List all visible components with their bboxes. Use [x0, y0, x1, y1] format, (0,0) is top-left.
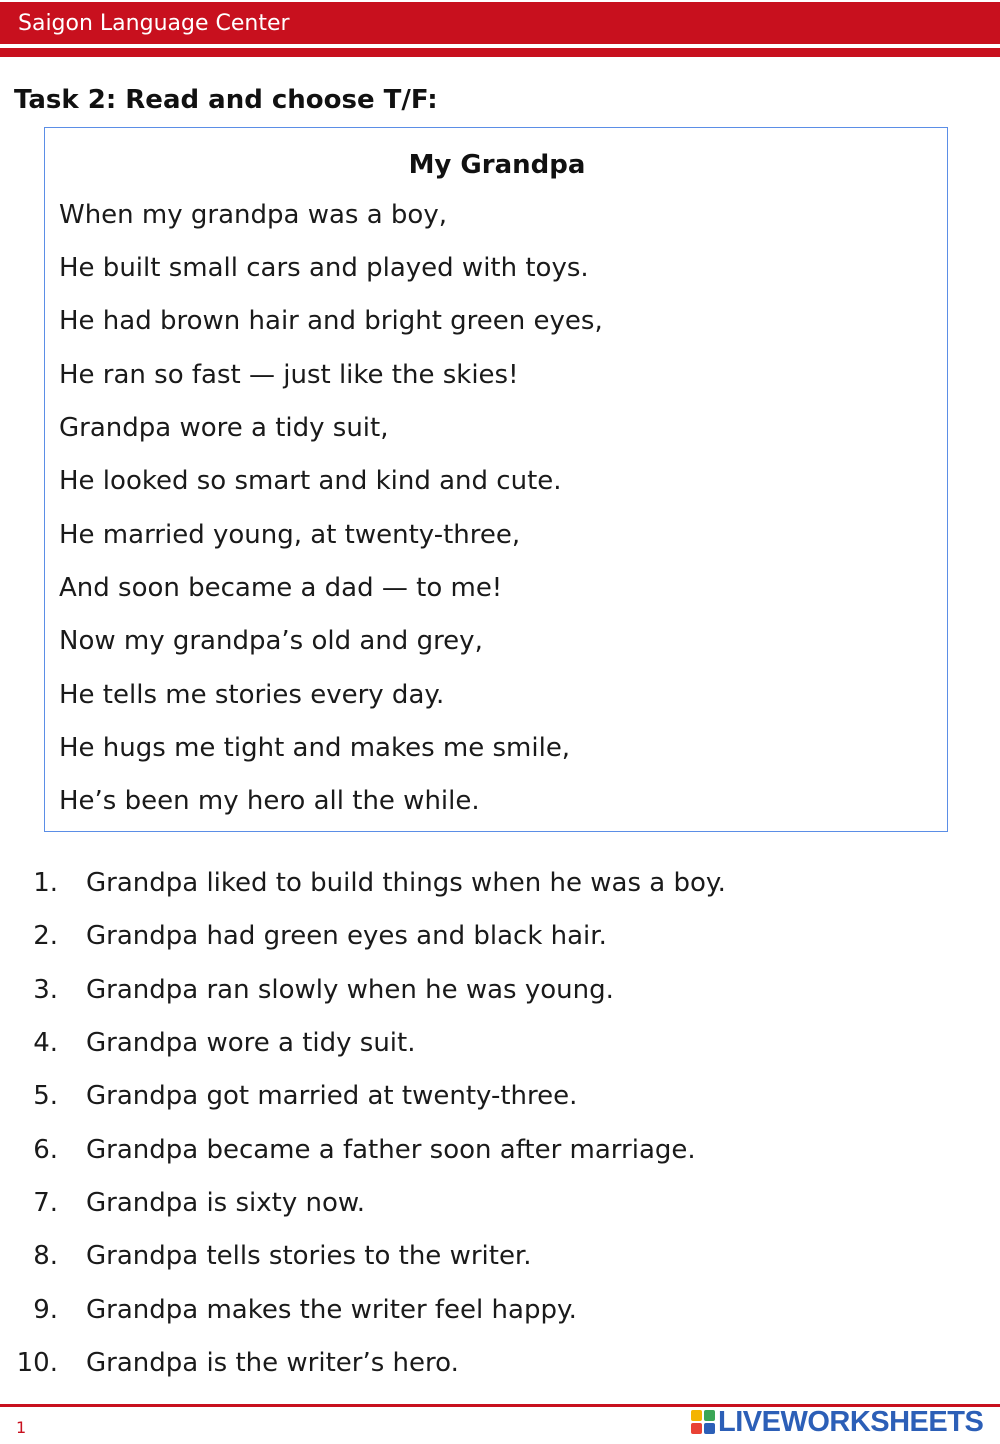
question-number: 6.: [33, 1135, 58, 1165]
question-item: [0, 1295, 1000, 1335]
poem-line: Now my grandpa’s old and grey,: [59, 626, 483, 656]
poem-line: He built small cars and played with toys.: [59, 253, 589, 283]
question-text: Grandpa became a father soon after marriage.: [86, 1135, 696, 1165]
question-text: Grandpa is sixty now.: [86, 1188, 366, 1218]
header-divider: [0, 48, 1000, 57]
poem-line: He’s been my hero all the while.: [59, 786, 480, 816]
question-item: [0, 1135, 1000, 1175]
question-item: [0, 1348, 1000, 1388]
question-text: Grandpa tells stories to the writer.: [86, 1241, 532, 1271]
poem-line: He ran so fast — just like the skies!: [59, 360, 519, 390]
poem-line: And soon became a dad — to me!: [59, 573, 503, 603]
question-item: [0, 868, 1000, 908]
question-number: 5.: [33, 1081, 58, 1111]
question-text: Grandpa wore a tidy suit.: [86, 1028, 416, 1058]
question-item: [0, 1081, 1000, 1121]
question-item: [0, 1241, 1000, 1281]
poem-line: When my grandpa was a boy,: [59, 200, 447, 230]
question-item: [0, 975, 1000, 1015]
question-number: 2.: [33, 921, 58, 951]
question-text: Grandpa got married at twenty-three.: [86, 1081, 578, 1111]
question-text: Grandpa liked to build things when he was a boy.: [86, 868, 726, 898]
liveworksheets-logo-icon: [690, 1409, 716, 1435]
question-text: Grandpa makes the writer feel happy.: [86, 1295, 577, 1325]
header-bar: [0, 2, 1000, 44]
question-text: Grandpa had green eyes and black hair.: [86, 921, 607, 951]
poem-title: My Grandpa: [408, 150, 586, 180]
question-number: 9.: [33, 1295, 58, 1325]
header-title: Saigon Language Center: [18, 11, 290, 36]
poem-line: He looked so smart and kind and cute.: [59, 466, 562, 496]
question-text: Grandpa ran slowly when he was young.: [86, 975, 614, 1005]
poem-line: He married young, at twenty-three,: [59, 520, 521, 550]
question-number: 10.: [16, 1348, 58, 1378]
brand-link[interactable]: [690, 1404, 983, 1440]
question-item: [0, 1188, 1000, 1228]
question-number: 8.: [33, 1241, 58, 1271]
poem-line: Grandpa wore a tidy suit,: [59, 413, 389, 443]
question-text: Grandpa is the writer’s hero.: [86, 1348, 459, 1378]
question-number: 7.: [33, 1188, 58, 1218]
question-number: 3.: [33, 975, 58, 1005]
brand-name: LIVEWORKSHEETS: [718, 1405, 984, 1438]
poem-line: He hugs me tight and makes me smile,: [59, 733, 571, 763]
question-number: 4.: [33, 1028, 58, 1058]
poem-line: He tells me stories every day.: [59, 680, 445, 710]
poem-box: [44, 127, 948, 832]
question-item: [0, 921, 1000, 961]
question-number: 1.: [33, 868, 58, 898]
question-item: [0, 1028, 1000, 1068]
poem-line: He had brown hair and bright green eyes,: [59, 306, 603, 336]
task-title: Task 2: Read and choose T/F:: [14, 85, 438, 115]
page-number: 1: [16, 1418, 27, 1437]
